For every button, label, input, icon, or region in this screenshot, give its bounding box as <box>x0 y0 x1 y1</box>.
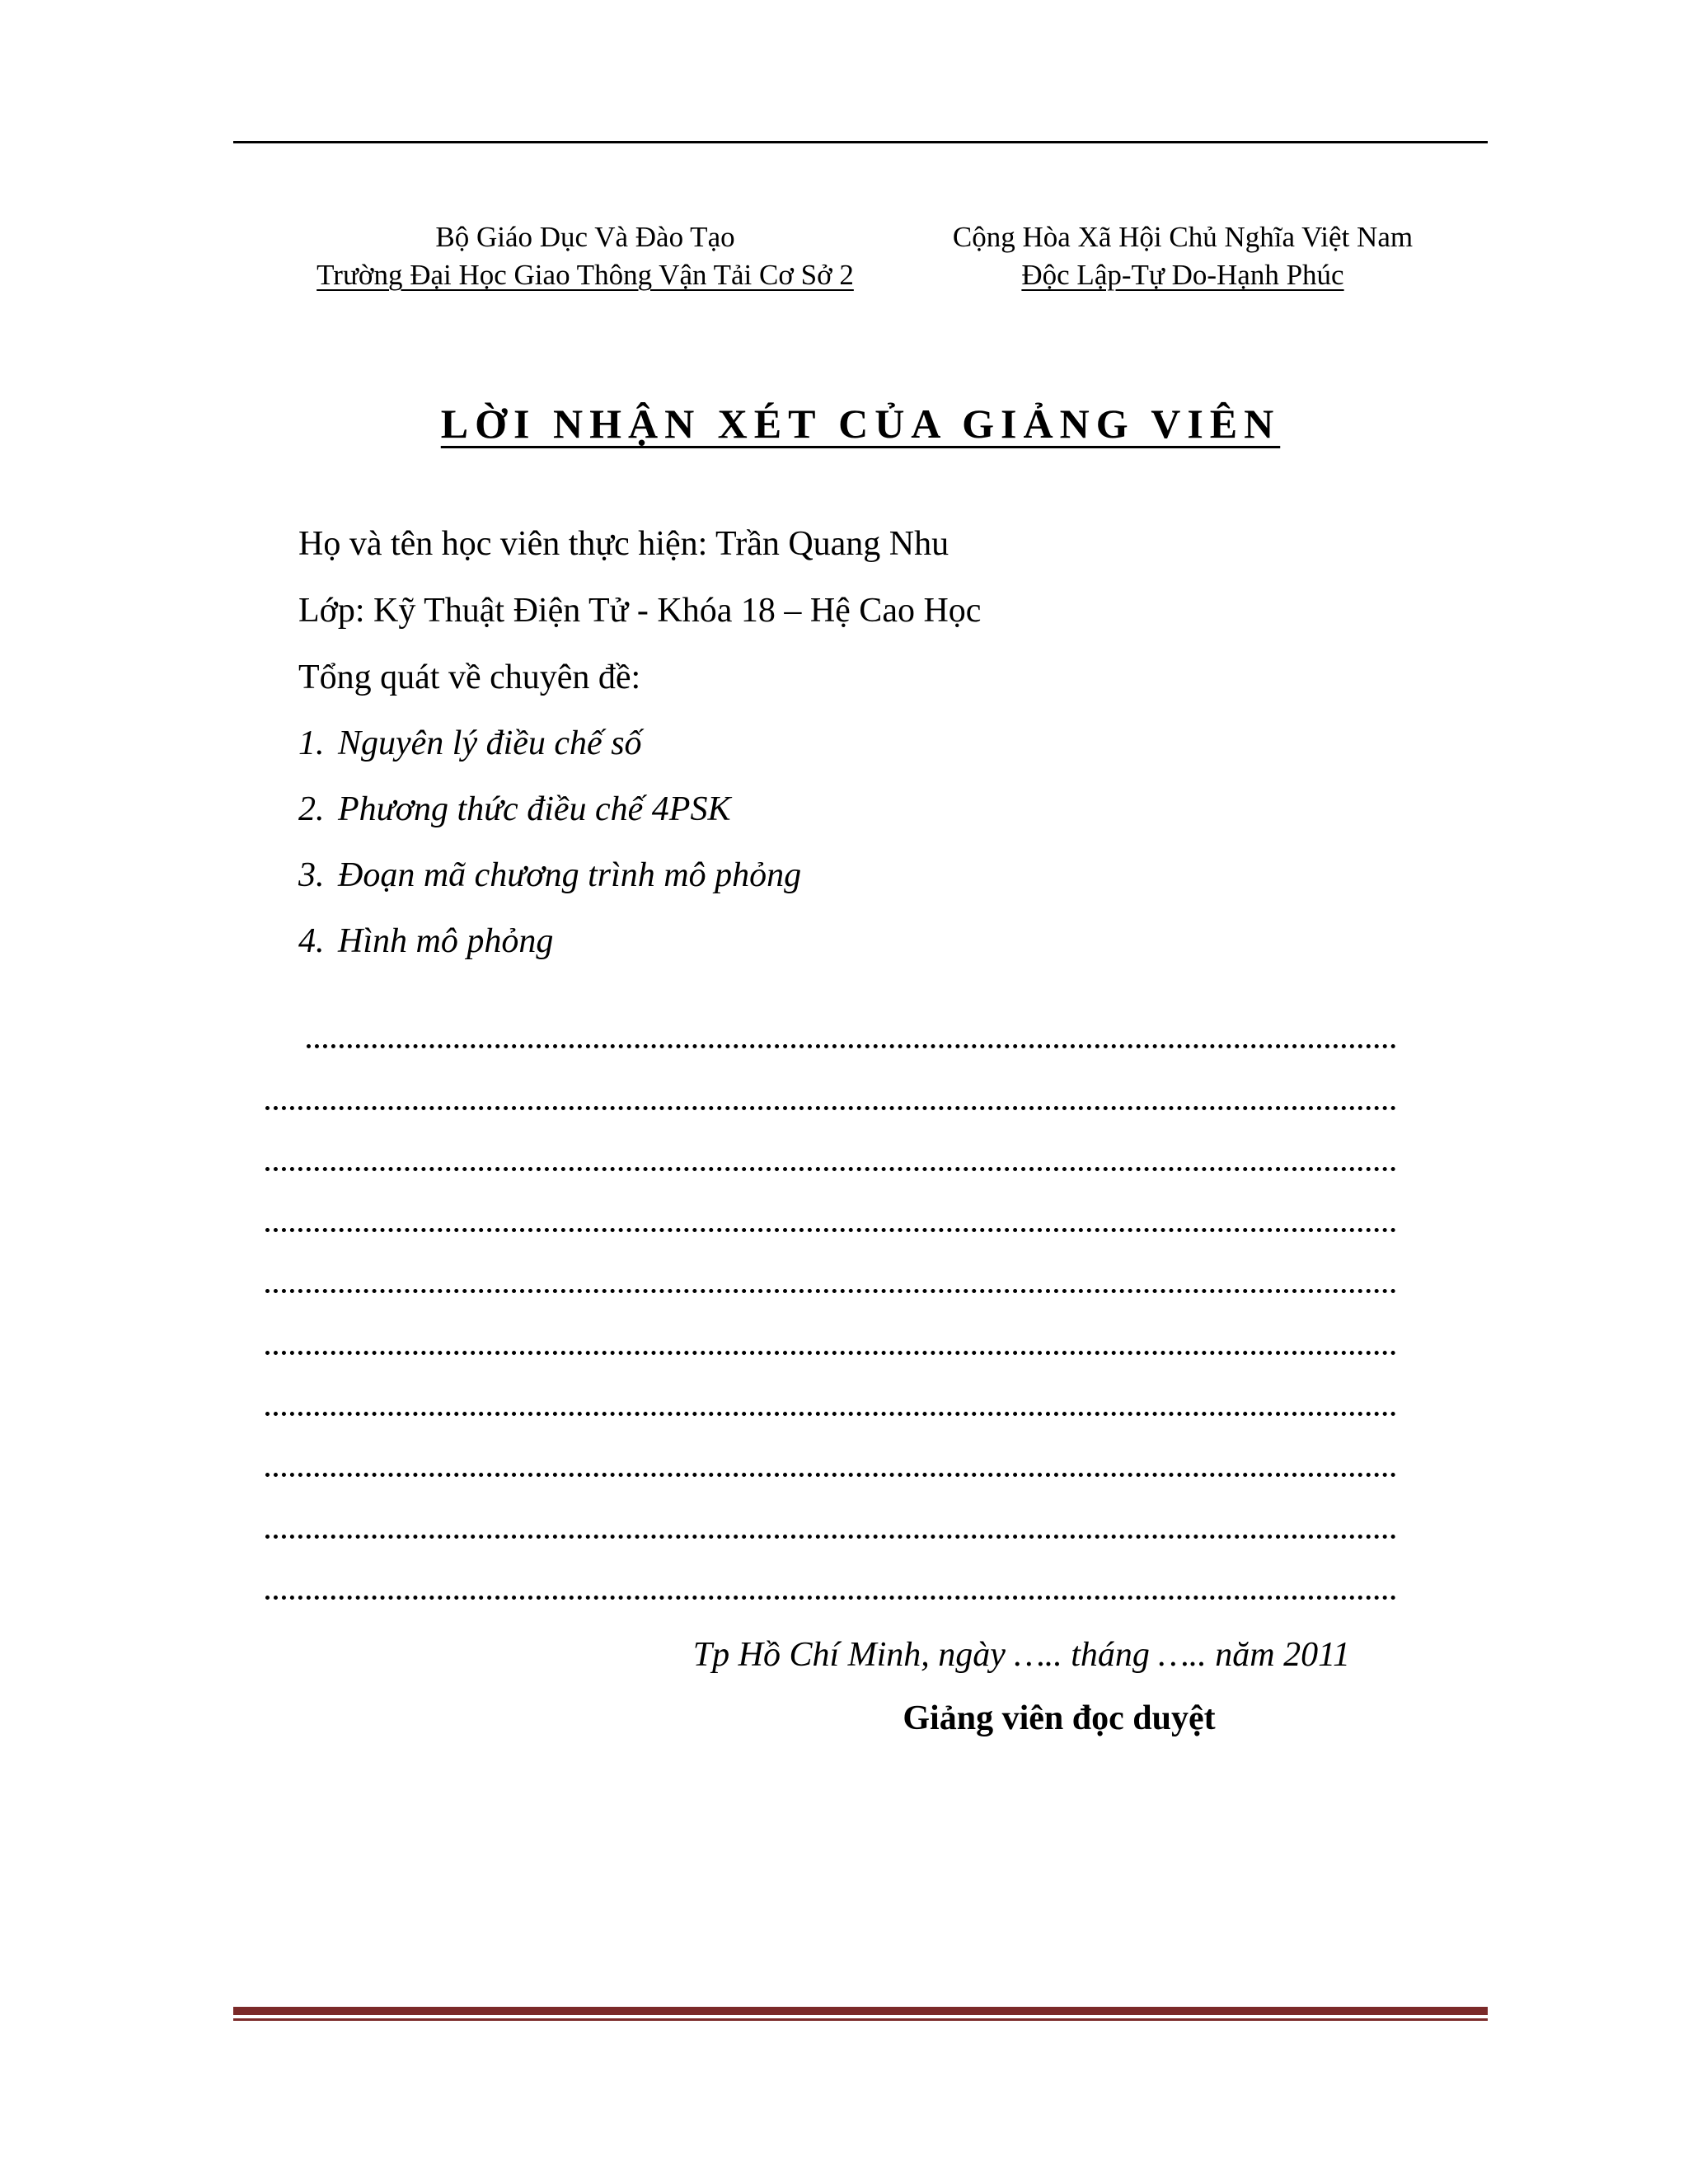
document-title-text: LỜI NHẬN XÉT CỦA GIẢNG VIÊN <box>440 401 1281 447</box>
topic-number: 2. <box>298 790 325 828</box>
signer-title: Giảng viên đọc duyệt <box>903 1699 1216 1737</box>
bottom-rule <box>233 2007 1488 2021</box>
comment-dotted-line <box>265 1535 1396 1539</box>
topic-text: Nguyên lý điều chế số <box>338 724 642 762</box>
overview-line: Tổng quát về chuyên đề: <box>298 658 641 696</box>
header-nation <box>911 218 1455 294</box>
topic-number: 4. <box>298 922 325 960</box>
topic-item <box>298 852 801 898</box>
document-title <box>233 400 1488 448</box>
comment-dotted-line <box>265 1106 1396 1110</box>
comment-dotted-line <box>265 1473 1396 1477</box>
nation-motto: Độc Lập-Tự Do-Hạnh Phúc <box>1021 259 1344 291</box>
ministry-name: Bộ Giáo Dục Và Đào Tạo <box>435 221 735 253</box>
student-name-line: Họ và tên học viên thực hiện: Trần Quang Nhu <box>298 525 950 563</box>
top-rule <box>233 141 1488 143</box>
comment-dotted-line <box>265 1596 1396 1600</box>
comment-dotted-line <box>307 1044 1396 1048</box>
bottom-rule-thick <box>233 2007 1488 2015</box>
topic-item <box>298 918 553 964</box>
comment-dotted-line <box>265 1412 1396 1416</box>
comment-dotted-line <box>265 1228 1396 1232</box>
nation-name: Cộng Hòa Xã Hội Chủ Nghĩa Việt Nam <box>952 221 1414 253</box>
topic-text: Phương thức điều chế 4PSK <box>338 790 731 828</box>
bottom-rule-thin <box>233 2018 1488 2021</box>
topic-number: 1. <box>298 724 325 762</box>
class-line: Lớp: Kỹ Thuật Điện Tử - Khóa 18 – Hệ Cao Học <box>298 592 982 630</box>
topic-text: Đoạn mã chương trình mô phỏng <box>338 856 802 894</box>
topic-item <box>298 786 730 832</box>
topic-text: Hình mô phỏng <box>338 922 554 960</box>
topic-number: 3. <box>298 856 325 894</box>
comment-dotted-line <box>265 1167 1396 1171</box>
place-date-line: Tp Hồ Chí Minh, ngày ….. tháng ….. năm 2011 <box>692 1636 1350 1674</box>
comment-dotted-line <box>265 1289 1396 1293</box>
comment-dotted-line <box>265 1351 1396 1355</box>
header-ministry <box>280 218 890 294</box>
topic-item <box>298 720 642 766</box>
university-name: Trường Đại Học Giao Thông Vận Tải Cơ Sở 2 <box>316 259 854 291</box>
